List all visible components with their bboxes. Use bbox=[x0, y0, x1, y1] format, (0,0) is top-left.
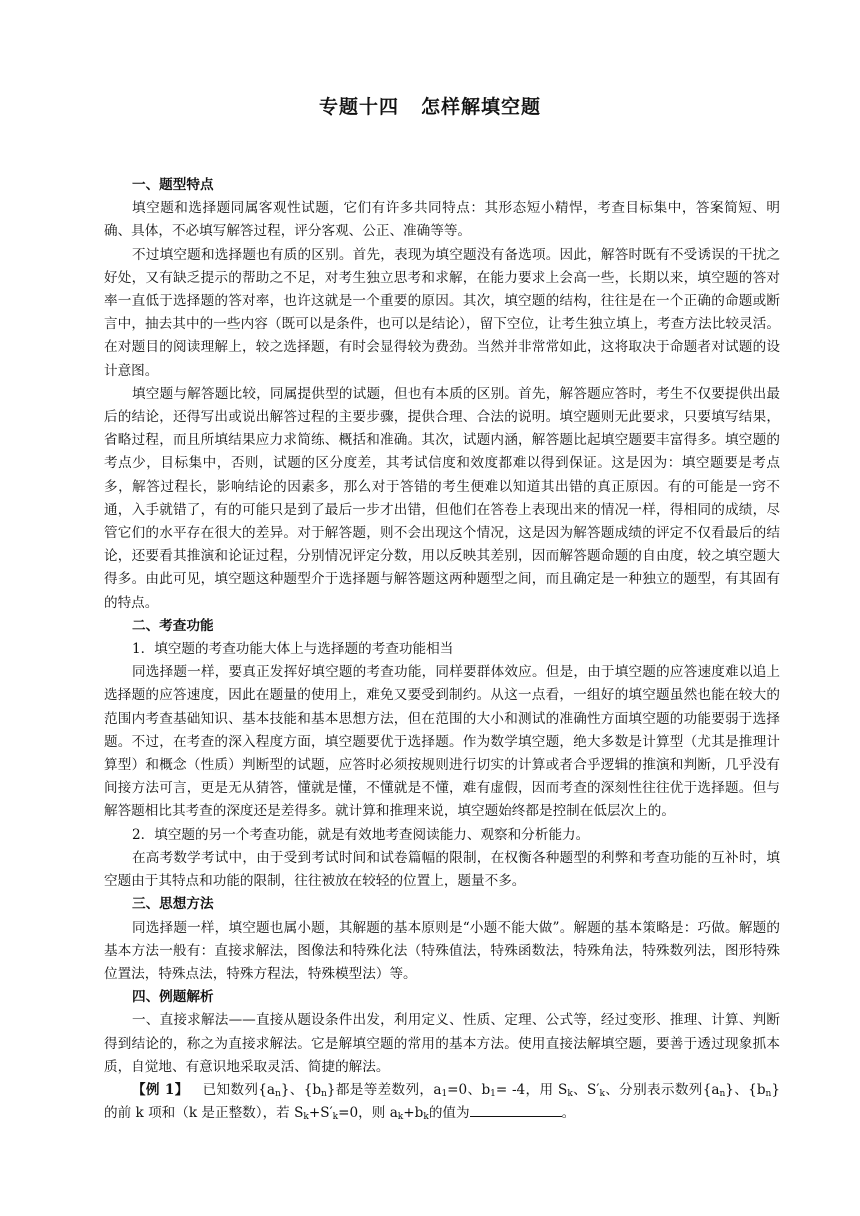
paragraph: 在高考数学考试中，由于受到考试时间和试卷篇幅的限制，在权衡各种题型的利弊和考查功能的互补时，填空题由于其特点和功能的限制，往往被放在较轻的位置上，题量不多。 bbox=[104, 849, 780, 890]
answer-blank[interactable] bbox=[470, 1102, 562, 1117]
title-part-a: 专题十四 bbox=[318, 96, 399, 118]
section-heading-4: 四、例题解析 bbox=[132, 989, 214, 1006]
section-heading-3: 三、思想方法 bbox=[132, 896, 214, 913]
section-heading-2: 二、考查功能 bbox=[132, 617, 214, 634]
example-label: 【例 1】 bbox=[132, 1081, 189, 1098]
paragraph: 1．填空题的考查功能大体上与选择题的考查功能相当 bbox=[132, 641, 454, 658]
document-body bbox=[104, 174, 780, 1125]
example-1: 【例 1】 已知数列$\{a_n\}$、$\{b_n\}$都是等差数列，$a_1=0$、$b_1= -4$，用 $S_k$、$S'_k$、分别表示数列$\{a_n\}$、$\{b_n\}$的前 k 项和（k 是正整数），若 $S_k+S'_k=0$，则 $a_k+b_k$的值为 。 bbox=[104, 1081, 780, 1123]
paragraph: 一、直接求解法——直接从题设条件出发，利用定义、性质、定理、公式等，经过变形、推理、计算、判断得到结论的，称之为直接求解法。它是解填空题的常用的基本方法。使用直接法解填空题，要善于透过现象抓本质，自觉地、有意识地采取灵活、简捷的解法。 bbox=[104, 1012, 780, 1075]
title-part-b: 怎样解填空题 bbox=[421, 96, 542, 118]
paragraph: 同选择题一样，要真正发挥好填空题的考查功能，同样要群体效应。但是，由于填空题的应答速度难以追上选择题的应答速度，因此在题量的使用上，难免又要受到制约。从这一点看，一组好的填空题虽然也能在较大的范围内考查基础知识、基本技能和基本思想方法，但在范围的大小和测试的准确性方面填空题的功能要弱于选择题。不过，在考查的深入程度方面，填空题要优于选择题。作为数学填空题，绝大多数是计算型（尤其是推理计算型）和概念（性质）判断型的试题，应答时必须按规则进行切实的计算或者合乎逻辑的推演和判断，几乎没有间接方法可言，更是无从猜答，懂就是懂，不懂就是不懂，难有虚假，因而考查的深刻性往往优于选择题。但与解答题相比其考查的深度还是差得多。就计算和推理来说，填空题始终都是控制在低层次上的。 bbox=[104, 664, 780, 820]
paragraph: 不过填空题和选择题也有质的区别。首先，表现为填空题没有备选项。因此，解答时既有不受诱误的干扰之好处，又有缺乏提示的帮助之不足，对考生独立思考和求解，在能力要求上会高一些，长期以来，填空题的答对率一直低于选择题的答对率，也许这就是一个重要的原因。其次，填空题的结构，往往是在一个正确的命题或断言中，抽去其中的一些内容（既可以是条件，也可以是结论），留下空位，让考生独立填上，考查方法比较灵活。在对题目的阅读理解上，较之选择题，有时会显得较为费劲。当然并非常常如此，这将取决于命题者对试题的设计意图。 bbox=[104, 246, 780, 379]
paragraph: 填空题与解答题比较，同属提供型的试题，但也有本质的区别。首先，解答题应答时，考生不仅要提供出最后的结论，还得写出或说出解答过程的主要步骤，提供合理、合法的说明。填空题则无此要求，只要填写结果，省略过程，而且所填结果应力求简练、概括和准确。其次，试题内涵，解答题比起填空题要丰富得多。填空题的考点少，目标集中，否则，试题的区分度差，其考试信度和效度都难以得到保证。这是因为：填空题要是考点多，解答过程长，影响结论的因素多，那么对于答错的考生便难以知道其出错的真正原因。有的可能是一窍不通，入手就错了，有的可能只是到了最后一步才出错，但他们在答卷上表现出来的情况一样，得相同的成绩，尽管它们的水平存在很大的差异。对于解答题，则不会出现这个情况，这是因为解答题成绩的评定不仅看最后的结论，还要看其推演和论证过程，分别情况评定分数，用以反映其差别，因而解答题命题的自由度，较之填空题大得多。由此可见，填空题这种题型介于选择题与解答题这两种题型之间，而且确定是一种独立的题型，有其固有的特点。 bbox=[104, 385, 780, 611]
section-heading-1: 一、题型特点 bbox=[132, 177, 214, 193]
paragraph: 填空题和选择题同属客观性试题，它们有许多共同特点：其形态短小精悍，考查目标集中，答案简短、明确、具体，不必填写解答过程，评分客观、公正、准确等等。 bbox=[104, 200, 780, 240]
page-title bbox=[0, 92, 860, 119]
paragraph: 2．填空题的另一个考查功能，就是有效地考查阅读能力、观察和分析能力。 bbox=[132, 826, 590, 843]
paragraph: 同选择题一样，填空题也属小题，其解题的基本原则是“小题不能大做”。解题的基本策略是：巧做。解题的基本方法一般有：直接求解法，图像法和特殊化法（特殊值法，特殊函数法，特殊角法，特殊数列法，图形特殊位置法，特殊点法，特殊方程法，特殊模型法）等。 bbox=[104, 919, 780, 982]
